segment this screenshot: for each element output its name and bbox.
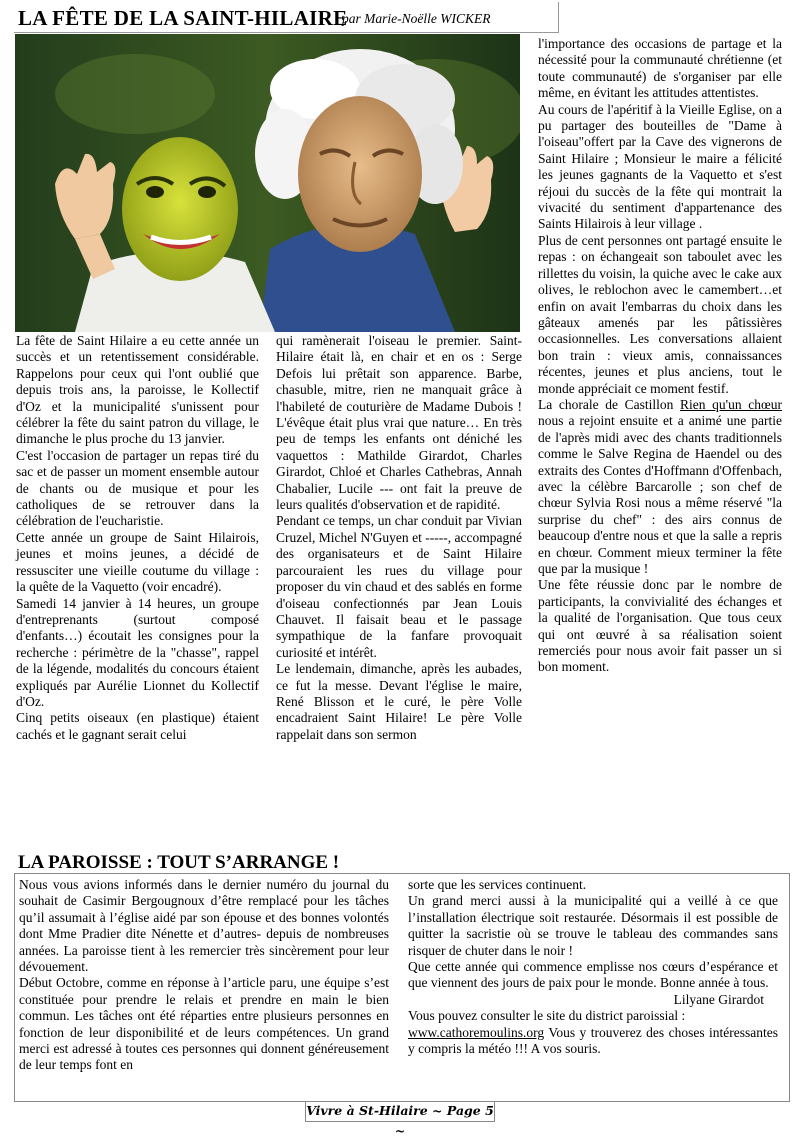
page-title: LA FÊTE DE LA SAINT-HILAIRE <box>18 6 348 30</box>
paragraph: Cette année un groupe de Saint Hilairois, jeunes et moins jeunes, a décidé de ressusciter une vieille coutume du village : la quête de la Vaquetto (voir encadré). <box>16 529 259 595</box>
paragraph: Au cours de l'apéritif à la Vieille Eglise, on a pu partager des bouteilles de "Dame à l'oiseau"offert par la Cave des vignerons de Saint Hilaire ; Monsieur le maire a félicité les jeunes gagnants de la Vaquetto et s'est réjoui du succès de la fête qui montrait la vivacité du sentiment d'appartenance des Saints Hilairois à leur village . <box>538 101 782 232</box>
box-column-left <box>19 877 389 1074</box>
paragraph: Nous vous avions informés dans le dernier numéro du journal du souhait de Casimir Bergougnoux d’être remplacé pour les tâches qu’il assumait à l’église aidé par son épouse et des bonnes volontés dont Mme Pradier dite Nénette et d’autres- depuis de nombreuses années. La paroisse tient à les remercier très sincèrement pour leur dévouement. <box>19 877 389 975</box>
page-footer: Vivre à St-Hilaire ~ Page 5 ~ <box>306 1103 494 1138</box>
article-column-2 <box>276 333 522 743</box>
box-column-right <box>408 877 778 1057</box>
masked-people-image <box>15 34 520 332</box>
paragraph: Cinq petits oiseaux (en plastique) étaient cachés et le gagnant serait celui <box>16 710 259 742</box>
article-column-1 <box>16 333 259 743</box>
paragraph: l'importance des occasions de partage et la nécessité pour la communauté chrétienne (et toute communauté) de s'organiser par elle même, en évitant les attitudes attentistes. <box>538 36 782 101</box>
signature: Lilyane Girardot <box>673 991 764 1007</box>
paragraph: Samedi 14 janvier à 14 heures, un groupe d'entreprenants (surtout composé d'enfants…) écoutait les consignes pour la recherche : périmètre de la "chasse", rappel de la légende, modalités du concours étaient expliqués par Aurélie Lionnet du Kollectif d'Oz. <box>16 595 259 709</box>
paragraph: Un grand merci aussi à la municipalité qui a veillé à ce que l’installation électrique soit restaurée. Désormais il est possible de quitter la sacristie où se trouve le tableau des commandes sans risquer de chuter dans le noir ! <box>408 893 778 958</box>
paragraph: Plus de cent personnes ont partagé ensuite le repas : on échangeait son taboulet avec les rillettes du voisin, la quiche avec le cake aux olives, le reblochon avec le camembert…et enfin on avait l'embarras du choix dans les gâteaux amenés par les pâtissières occasionnelles. Les conversations allaient bon train : vieux amis, connaissances récentes, jeunes et plus anciens, tout le monde appréciait ce moment festif. <box>538 232 782 396</box>
article-column-3 <box>538 36 782 676</box>
section-title: LA PAROISSE : TOUT S’ARRANGE ! <box>18 852 340 873</box>
paragraph: Que cette année qui commence emplisse nos cœurs d’espérance et que viennent des jours de paix pour le monde. Bonne année à tous. <box>408 959 778 991</box>
paragraph: sorte que les services continuent. <box>408 877 587 892</box>
choir-name: Rien qu'un chœur <box>680 396 782 412</box>
paragraph: Une fête réussie donc par le nombre de participants, la convivialité des échanges et la qualité de l'organisation. Que tous ceux qui ont œuvré à sa réalisation soient remerciés pour nous avoir fait passer un si bon moment. <box>538 577 782 675</box>
byline: par Marie-Noëlle WICKER <box>342 11 491 26</box>
paragraph: Le lendemain, dimanche, après les aubades, ce fut la messe. Devant l'église le maire, René Blisson et le curé, le père Volle encadraient Saint Hilaire! Le père Volle rappelait dans son sermon <box>276 661 522 742</box>
paragraph: qui ramènerait l'oiseau le premier. Saint- Hilaire était là, en chair et en os : Serge Defois lui prêtait son apparence. Barbe, chasuble, mitre, rien ne manquait grâce à l'habileté de couturière de Madame Dubois ! L'évêque était plus vrai que nature… En très peu de temps les enfants ont déniché les vaquettos : Mathilde Girardot, Charles Girardot, Chloé et Charles Cathebras, Annah Chabalier, Lucile --- ont fait la preuve de leurs qualités d'observation et de rapidité. <box>276 333 522 513</box>
paragraph: La fête de Saint Hilaire a eu cette année un succès et un retentissement considérable. Rappelons pour ceux qui l'ont oublié que depuis trois ans, la paroisse, le Kollectif d'Oz et la municipalité s'unissent pour célébrer la fête du saint patron du village, le dimanche le plus proche du 13 janvier. <box>16 333 259 447</box>
site-link[interactable]: www.cathoremoulins.org <box>408 1024 545 1040</box>
paragraph: C'est l'occasion de partager un repas tiré du sac et de passer un moment ensemble autour de chants ou de musique et pour les catholiques de se retrouver dans la célébration de l'eucharistie. <box>16 447 259 529</box>
article-photo <box>15 34 520 332</box>
paragraph: Début Octobre, comme en réponse à l’article paru, une équipe s’est constituée pour prendre le relais et prendre en main le bien commun. Les tâches ont été réparties entre plusieurs personnes en fonction de leur disponibilité et de leurs compétences. Un grand merci est adressé à toutes ces personnes qui donnent généreusement de leur temps font en <box>19 975 389 1073</box>
paragraph: Pendant ce temps, un char conduit par Vivian Cruzel, Michel N'Guyen et -----, accompagné des organisateurs et de Saint Hilaire parcouraient les rues du village pour proposer du vin chaud et des sablés en forme d'oiseau confectionnés par Jean Louis Chauvet. Il faisait beau et le passage sympathique de la fanfare provoquait curiosité et intérêt. <box>276 513 522 660</box>
site-paragraph: www.cathoremoulins.org Vous y trouverez des choses intéressantes y compris la météo !!! A vos souris. <box>408 1024 778 1057</box>
paragraph: Vous pouvez consulter le site du district paroissial : <box>408 1008 686 1024</box>
choir-paragraph: La chorale de Castillon Rien qu'un chœur nous a rejoint ensuite et a animé une partie de l'après midi avec des chants traditionnels comme le Salve Regina de Haendel ou des extraits des Contes d'Hoffmann d'Offenbach, avec la célèbre Barcarolle ; son chef de chœur Sylvia Rosi nous a même réservé "la surprise du chef" : des airs connus de beaucoup d'entre nous et que la salle a repris en chœur. Comment mieux terminer la fête que par la musique ! <box>538 396 782 576</box>
